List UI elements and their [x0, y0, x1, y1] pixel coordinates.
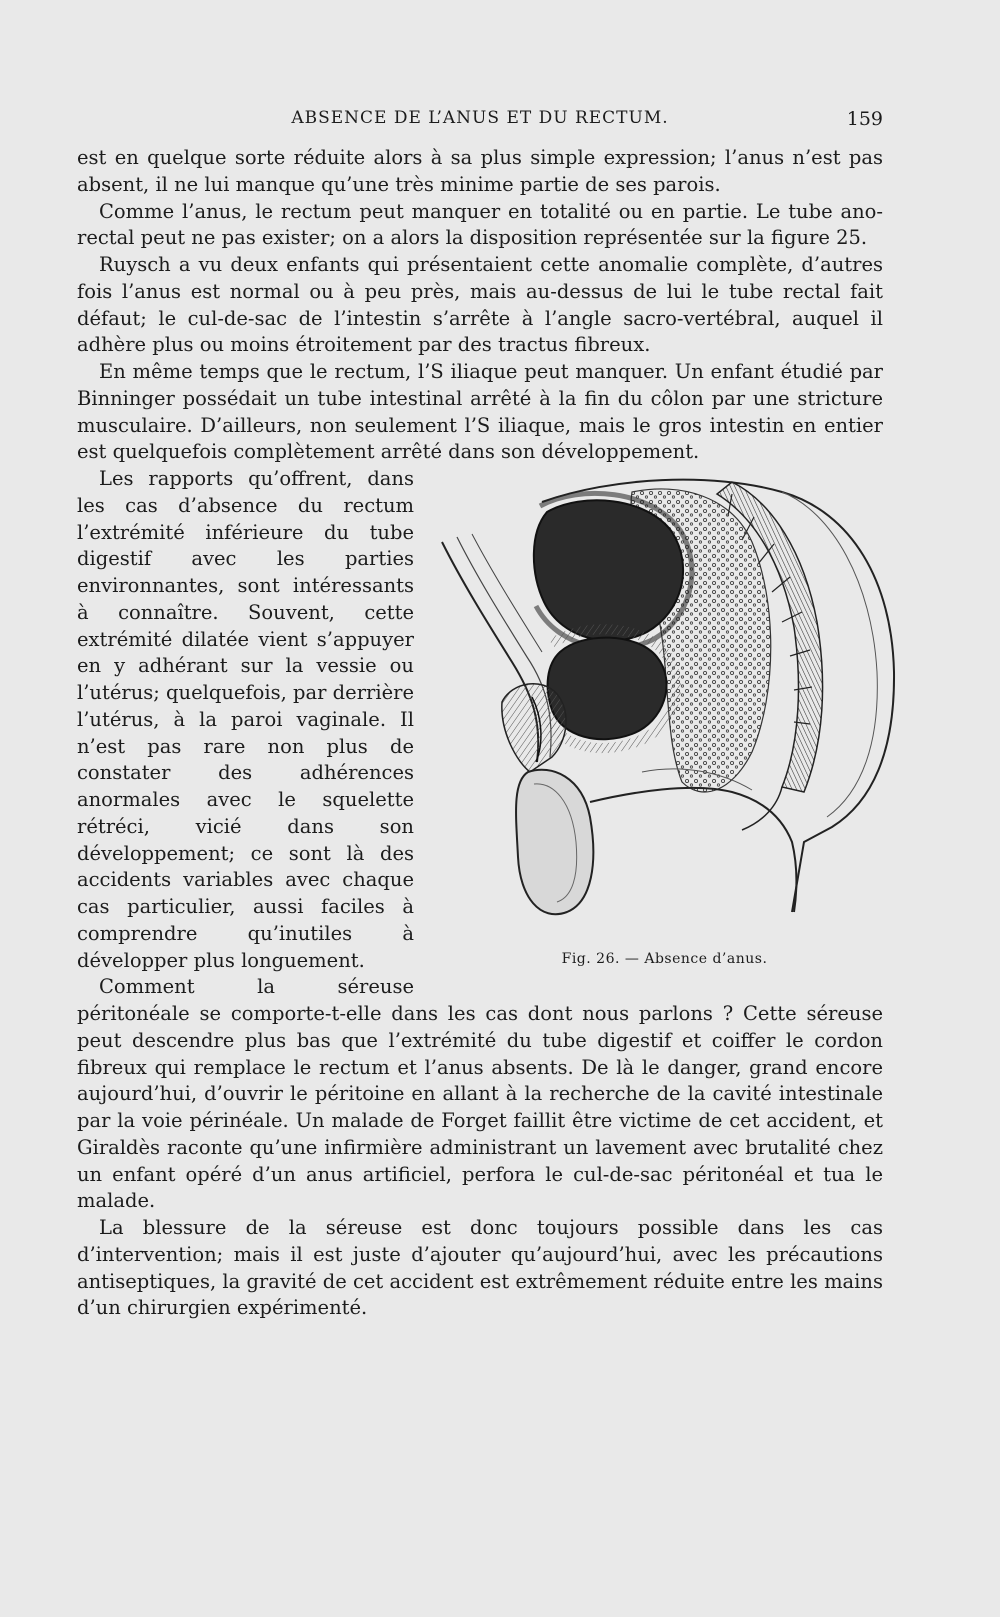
paragraph-2: Comme l’anus, le rectum peut manquer en totalité ou en partie. Le tube ano-rectal peut ne pas exister; on a alors la disposition représentée sur la figure 25. — [77, 199, 883, 250]
body-text — [77, 145, 883, 1322]
paragraph-4: En même temps que le rectum, l’S iliaque peut manquer. Un enfant étudié par Binninger possédait un tube intestinal arrêté à la fin du côlon par une stricture musculaire. D’ailleurs, non seulement l’S iliaque, mais le gros intestin en entier est quelquefois complètement arrêté dans son développement. — [77, 360, 883, 464]
paragraph-1: est en quelque sorte réduite alors à sa plus simple expression; l’anus n’est pas absent, il ne lui manque qu’une très minime partie de ses parois. — [77, 146, 883, 196]
paragraph-5: Les rapports qu’offrent, dans les cas d’absence du rectum l’extrémité inférieure du tube digestif avec les parties environnantes, sont intéressants à connaître. Souvent, cette extrémité dilatée vient s’appuyer en y adhérant sur la vessie ou l’utérus; quelquefois, par derrière l’utérus, à la paroi vaginale. Il n’est pas rare non plus de constater des adhérences anormales avec le squelette rétréci, vicié dans son développement; ce sont là des accidents variables avec chaque cas particulier, aussi faciles à comprendre qu’inutiles à développer plus longuement. — [77, 467, 414, 972]
running-header — [77, 108, 883, 136]
running-title: ABSENCE DE L’ANUS ET DU RECTUM. — [291, 108, 669, 128]
figure-26 — [432, 472, 897, 982]
page-number: 159 — [846, 108, 883, 130]
paragraph-7: La blessure de la séreuse est donc toujours possible dans les cas d’intervention; mais il est juste d’ajouter qu’aujourd’hui, avec les précautions antiseptiques, la gravité de cet accident est extrêmement réduite entre les mains d’un chirurgien expérimenté. — [77, 1216, 883, 1320]
anatomical-illustration — [432, 472, 897, 942]
paragraph-3: Ruysch a vu deux enfants qui présentaient cette anomalie complète, d’autres fois l’anus est normal ou à peu près, mais au-dessus de lui le tube rectal fait défaut; le cul-de-sac de l’intestin s’arrête à l’angle sacro-vertébral, auquel il adhère plus ou moins étroitement par des tractus fibreux. — [77, 253, 883, 357]
figure-caption: Fig. 26. — Absence d’anus. — [561, 951, 768, 967]
paragraph-6: Comment la séreuse péritonéale se comporte-t-elle dans les cas dont nous parlons ? Cette séreuse peut descendre plus bas que l’extrémité du tube digestif et coiffer le cordon fibreux qui remplace le rectum et l’anus absents. De là le danger, grand encore aujourd’hui, d’ouvrir le péritoine en allant à la recherche de la cavité intestinale par la voie périnéale. Un malade de Forget faillit être victime de cet accident, et Giraldès raconte qu’une infirmière administrant un lavement avec brutalité chez un enfant opéré d’un anus artificiel, perfora le cul-de-sac péritonéal et tua le malade. — [77, 975, 883, 1213]
